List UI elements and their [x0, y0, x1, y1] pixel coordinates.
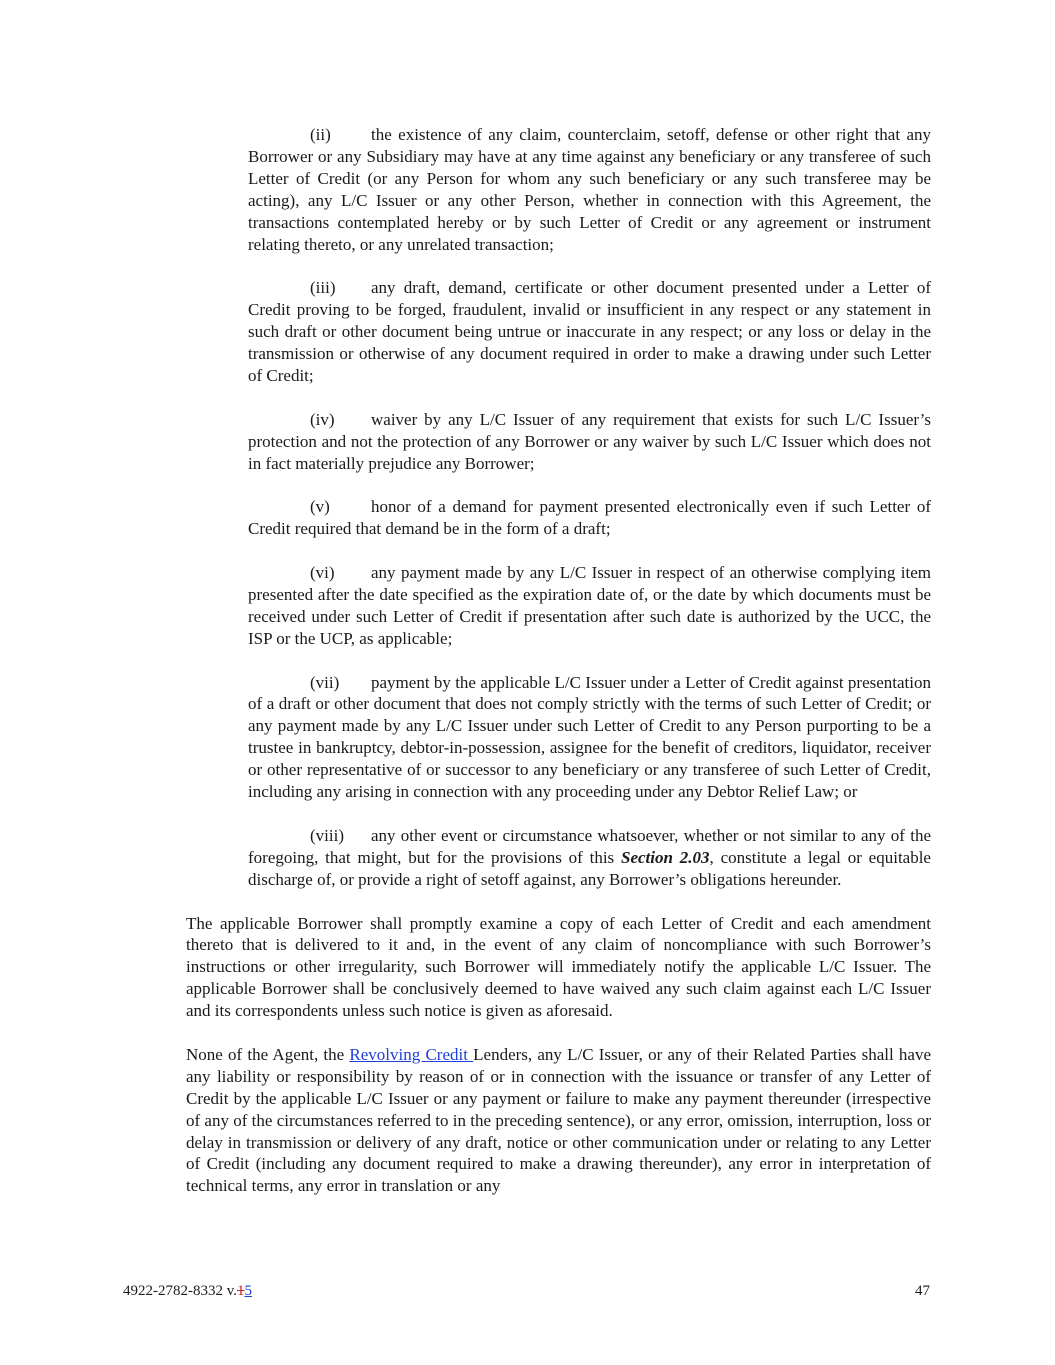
- paragraph-examine: The applicable Borrower shall promptly examine a copy of each Letter of Credit and each amendment thereto that is delivered to it and, in the event of any claim of noncompliance with such Borrower’s instructions or other irregularity, such Borrower will immediately notify the applicable L/C Issuer. The applicable Borrower shall be conclusively deemed to have waived any such claim against each L/C Issuer and its correspondents unless such notice is given as aforesaid.: [186, 913, 931, 1021]
- clause-number: (v): [310, 497, 330, 517]
- doc-id-text: 4922-2782-8332 v.: [123, 1283, 238, 1299]
- inserted-version[interactable]: 5: [244, 1283, 253, 1299]
- section-reference: Section 2.03: [620, 847, 710, 867]
- page-number: 47: [915, 1283, 930, 1299]
- clause-number: (ii): [310, 125, 331, 144]
- clause-v: [248, 496, 931, 540]
- clause-text: payment by the applicable L/C Issuer under a Letter of Credit against presentation of a draft or other document that does not comply strictly with the terms of such Letter of Credit; or any payment made by any L/C Issuer under such Letter of Credit to any Person purporting to be a trustee in bankruptcy, debtor-in-possession, assignee for the benefit of creditors, liquidator, receiver or other representative of or successor to any beneficiary or any transferee of such Letter of Credit, including any arising in connection with any proceeding under any Debtor Relief Law; or: [248, 672, 931, 802]
- clause-text: honor of a demand for payment presented electronically even if such Letter of Credit required that demand be in the form of a draft;: [248, 497, 931, 539]
- paragraph-text-rest: Lenders, any L/C Issuer, or any of their Related Parties shall have any liability or responsibility by reason of or in connection with the issuance or transfer of any Letter of Credit by the applicable L/C Issuer or any payment or failure to make any payment thereunder (irrespective of any of the circumstances referred to in the preceding sentence), or any error, omission, interruption, loss or delay in transmission or delivery of any draft, notice or other communication under or relating to any Letter of Credit (including any document required to make a drawing thereunder), any error in interpretation of technical terms, any error in translation or any: [186, 1044, 931, 1196]
- clause-number: (iii): [310, 278, 336, 298]
- clause-ii: [248, 124, 931, 255]
- clause-iii: [248, 277, 931, 387]
- clause-number: (vi): [310, 563, 335, 583]
- clause-number: (vii): [310, 672, 340, 692]
- clause-text: any payment made by any L/C Issuer in respect of an otherwise complying item presented after the date specified as the expiration date of, or the date by which documents must be received under such Letter of Credit if presentation after such date is authorized by the UCC, the ISP or the UCP, as applicable;: [248, 563, 931, 648]
- clause-text: any other event or circumstance whatsoever, whether or not similar to any of the foregoing, that might, but for the provisions of this: [248, 825, 931, 867]
- clause-iv: [248, 409, 931, 475]
- clause-text-end: , constitute a legal or equitable discharge of, or provide a right of setoff against, any Borrower’s obligations hereunder.: [248, 847, 931, 889]
- clause-viii: [248, 825, 931, 891]
- clause-text: waiver by any L/C Issuer of any requirement that exists for such L/C Issuer’s protection and not the protection of any Borrower or any waiver by such L/C Issuer which does not in fact materially prejudice any Borrower;: [248, 409, 931, 473]
- footer-doc-id: [123, 1283, 252, 1300]
- clause-number: (iv): [310, 409, 335, 429]
- inserted-text-link[interactable]: Revolving Credit: [349, 1044, 474, 1064]
- clause-number: (viii): [310, 825, 344, 845]
- deleted-version: 1: [237, 1283, 245, 1299]
- paragraph-text: None of the Agent, the: [186, 1044, 350, 1064]
- paragraph-liability: [186, 1044, 931, 1197]
- clause-text: any draft, demand, certificate or other document presented under a Letter of Credit proving to be forged, fraudulent, invalid or insufficient in any respect or any statement in such draft or other document being untrue or inaccurate in any respect; or any loss or delay in the transmission or otherwise of any document required in order to make a drawing under such Letter of Credit;: [248, 278, 931, 385]
- clause-vii: [248, 672, 931, 803]
- clause-vi: [248, 562, 931, 650]
- document-body: [186, 124, 931, 1219]
- clause-text: the existence of any claim, counterclaim, setoff, defense or other right that any Borrower or any Subsidiary may have at any time against any beneficiary or any transferee of such Letter of Credit (or any Person for whom any such beneficiary or any such transferee may be acting), any L/C Issuer or any other Person, whether in connection with this Agreement, the transactions contemplated hereby or by such Letter of Credit or any agreement or instrument relating thereto, or any unrelated transaction;: [248, 125, 931, 254]
